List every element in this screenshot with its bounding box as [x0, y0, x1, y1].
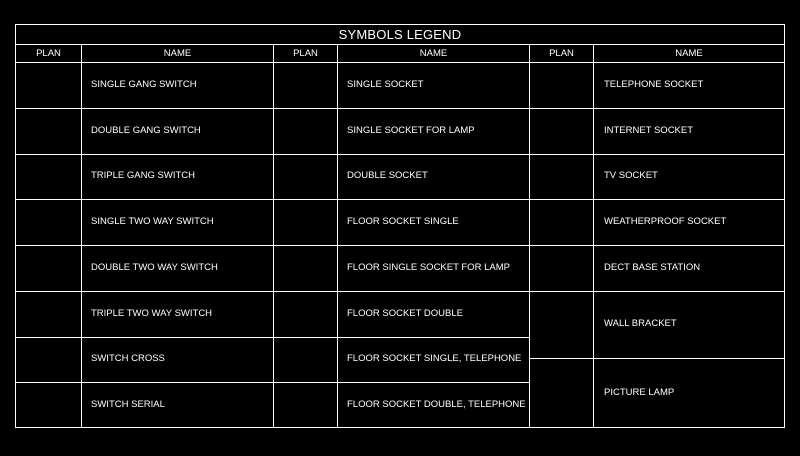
- legend-item-name: DECT BASE STATION: [604, 262, 701, 273]
- column-divider: [593, 45, 594, 427]
- header-plan-3: PLAN: [549, 48, 574, 59]
- legend-item-name: FLOOR SINGLE SOCKET FOR LAMP: [347, 262, 510, 273]
- legend-item-name: TRIPLE GANG SWITCH: [91, 170, 195, 181]
- legend-item-name: FLOOR SOCKET SINGLE, TELEPHONE: [347, 353, 522, 364]
- row-divider: [16, 291, 529, 292]
- legend-item-name: TV SOCKET: [604, 170, 658, 181]
- legend-item-name: DOUBLE TWO WAY SWITCH: [91, 262, 218, 273]
- legend-item-name: WALL BRACKET: [604, 318, 677, 329]
- row-divider: [529, 108, 784, 109]
- legend-item-name: WEATHERPROOF SOCKET: [604, 216, 727, 227]
- row-divider: [529, 291, 784, 292]
- row-divider: [16, 108, 529, 109]
- header-plan-2: PLAN: [293, 48, 318, 59]
- row-divider: [16, 245, 529, 246]
- row-divider: [529, 358, 784, 359]
- legend-item-name: TELEPHONE SOCKET: [604, 79, 704, 90]
- row-divider: [529, 245, 784, 246]
- row-divider: [16, 382, 529, 383]
- row-divider: [16, 154, 529, 155]
- legend-title: SYMBOLS LEGEND: [16, 25, 784, 45]
- column-divider: [273, 45, 274, 427]
- column-divider: [81, 45, 82, 427]
- legend-item-name: SWITCH SERIAL: [91, 399, 165, 410]
- legend-item-name: TRIPLE TWO WAY SWITCH: [91, 308, 213, 319]
- legend-item-name: FLOOR SOCKET DOUBLE, TELEPHONE: [347, 399, 526, 410]
- legend-item-name: DOUBLE SOCKET: [347, 170, 428, 181]
- legend-item-name: SINGLE SOCKET: [347, 79, 424, 90]
- header-name-2: NAME: [419, 48, 448, 59]
- header-divider: [16, 62, 784, 63]
- legend-item-name: FLOOR SOCKET DOUBLE: [347, 308, 463, 319]
- header-name-3: NAME: [675, 48, 703, 59]
- row-divider: [529, 199, 784, 200]
- row-divider: [529, 154, 784, 155]
- symbols-legend-table: [15, 24, 785, 428]
- legend-item-name: SWITCH CROSS: [91, 353, 165, 364]
- legend-item-name: SINGLE SOCKET FOR LAMP: [347, 125, 475, 136]
- legend-item-name: SINGLE TWO WAY SWITCH: [91, 216, 214, 227]
- header-name-1: NAME: [163, 48, 192, 59]
- legend-item-name: INTERNET SOCKET: [604, 125, 694, 136]
- row-divider: [16, 199, 529, 200]
- legend-item-name: DOUBLE GANG SWITCH: [91, 125, 201, 136]
- row-divider: [16, 337, 529, 338]
- legend-item-name: FLOOR SOCKET SINGLE: [347, 216, 459, 227]
- legend-item-name: SINGLE GANG SWITCH: [91, 79, 197, 90]
- column-divider: [337, 45, 338, 427]
- header-plan-1: PLAN: [36, 48, 61, 59]
- legend-item-name: PICTURE LAMP: [604, 387, 675, 398]
- column-divider: [529, 45, 530, 427]
